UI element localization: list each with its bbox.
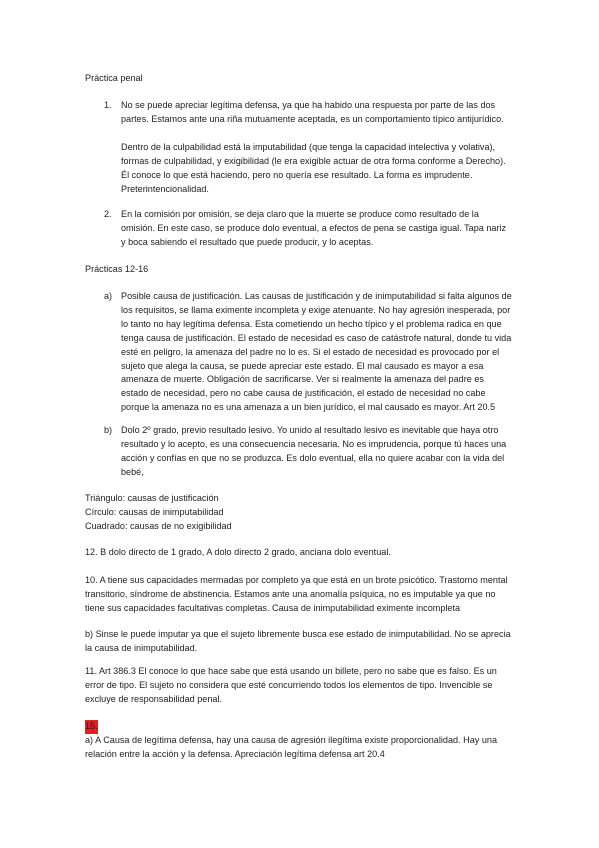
legend-line: Cuadrado: causas de no exigibilidad (85, 521, 232, 531)
list-item-text: Dolo 2º grado, previo resultado lesivo. Yo unido al resultado lesivo es inevitable que haya otro resultado y lo acepto, es una consecuencia necesaria. No es imprudencia, porque tú haces una acción y confías en que no se produzca. Es dolo eventual, ella no quiere acabar con la vida del bebé, (121, 425, 507, 477)
paragraph-15: a) A Causa de legítima defensa, hay una causa de agresión ilegítima existe proporcionalidad. Hay una relación entre la acción y la defensa. Apreciación legítima defensa art 20.4 (85, 735, 498, 759)
list-item-number: b) (104, 425, 113, 435)
list-item-text: Posible causa de justificación. Las causas de justificación y de inimputabilidad si falta algunos de los requisitos, se llama eximente incompleta y exige atenuante. No hay agresión inesperada, por lo tanto no hay legítima defensa. Esta cometiendo un hecho típico y el problema radica en que tenga causa de justificación. El estado de necesidad es caso de catástrofe natural, donde tu vida esté en peligro, la amenaza del padre no lo es. Si el estado de necesidad es provocado por el sujeto que alega la causa, se puede apreciar este estado. El mal causado es mayor a esa amenaza de muerte. Obligación de sacrificarse. Ver si realmente la amenaza del padre es estado de necesidad, pero no cabe causa de justificación, el estado de necesidad no cabe porque la amenaza no es una amenaza a un bien jurídico, el mal causado es mayor. Art 20.5 (121, 291, 512, 413)
document-title: Práctica penal (85, 73, 143, 83)
list-item-number: 1. (104, 100, 112, 110)
legend-line: Triángulo: causas de justificación (85, 493, 219, 503)
list-item-number: a) (104, 291, 113, 301)
legend-line: Círculo: causas de inimputabilidad (85, 507, 224, 517)
list-item-text: Dentro de la culpabilidad está la imputabilidad (que tenga la capacidad intelectiva y volativa), formas de culpabilidad, y exigibilidad (le era exigible actuar de otra forma conforme a Derecho). Él conoce lo que está haciendo, pero no quería ese resultado. La forma es imprudente. Preterintencionalidad. (121, 142, 506, 194)
paragraph-10: 10. A tiene sus capacidades mermadas por completo ya que está en un brote psicótico. Trastorno mental transitorio, síndrome de abstinencia. Estamos ante una anomalía psíquica, no es imputable ya que no tiene sus capacidades facultativas completas. Causa de inimputabilidad eximente incompleta (85, 575, 508, 613)
section-subtitle: Prácticas 12-16 (85, 264, 149, 274)
paragraph-10b: b) Sinse le puede imputar ya que el sujeto libremente busca ese estado de inimputabilidad. No se aprecia la causa de inimputabilidad. (85, 629, 511, 653)
list-item-number: 2. (104, 209, 112, 219)
paragraph-11: 11. Art 386.3 El conoce lo que hace sabe que está usando un billete, pero no sabe que es falso. Es un error de tipo. El sujeto no considera que esté concurriendo todos los elementos de tipo. Invencible se excluye de responsabilidad penal. (85, 666, 497, 704)
paragraph-12: 12. B dolo directo de 1 grado, A dolo directo 2 grado, anciana dolo eventual. (85, 547, 391, 557)
list-item-text: No se puede apreciar legítima defensa, ya que ha habido una respuesta por parte de las dos partes. Estamos ante una riña mutuamente aceptada, es un comportamiento típico antijurídico. (121, 100, 504, 124)
highlighted-number: 15. (85, 720, 98, 734)
list-item-text: En la comisión por omisión, se deja claro que la muerte se produce como resultado de la omisión. En este caso, se produce dolo eventual, a efectos de pena se castiga igual. Tapa nariz y boca sabiendo el resultado que puede producir, y lo aceptas. (121, 209, 507, 247)
